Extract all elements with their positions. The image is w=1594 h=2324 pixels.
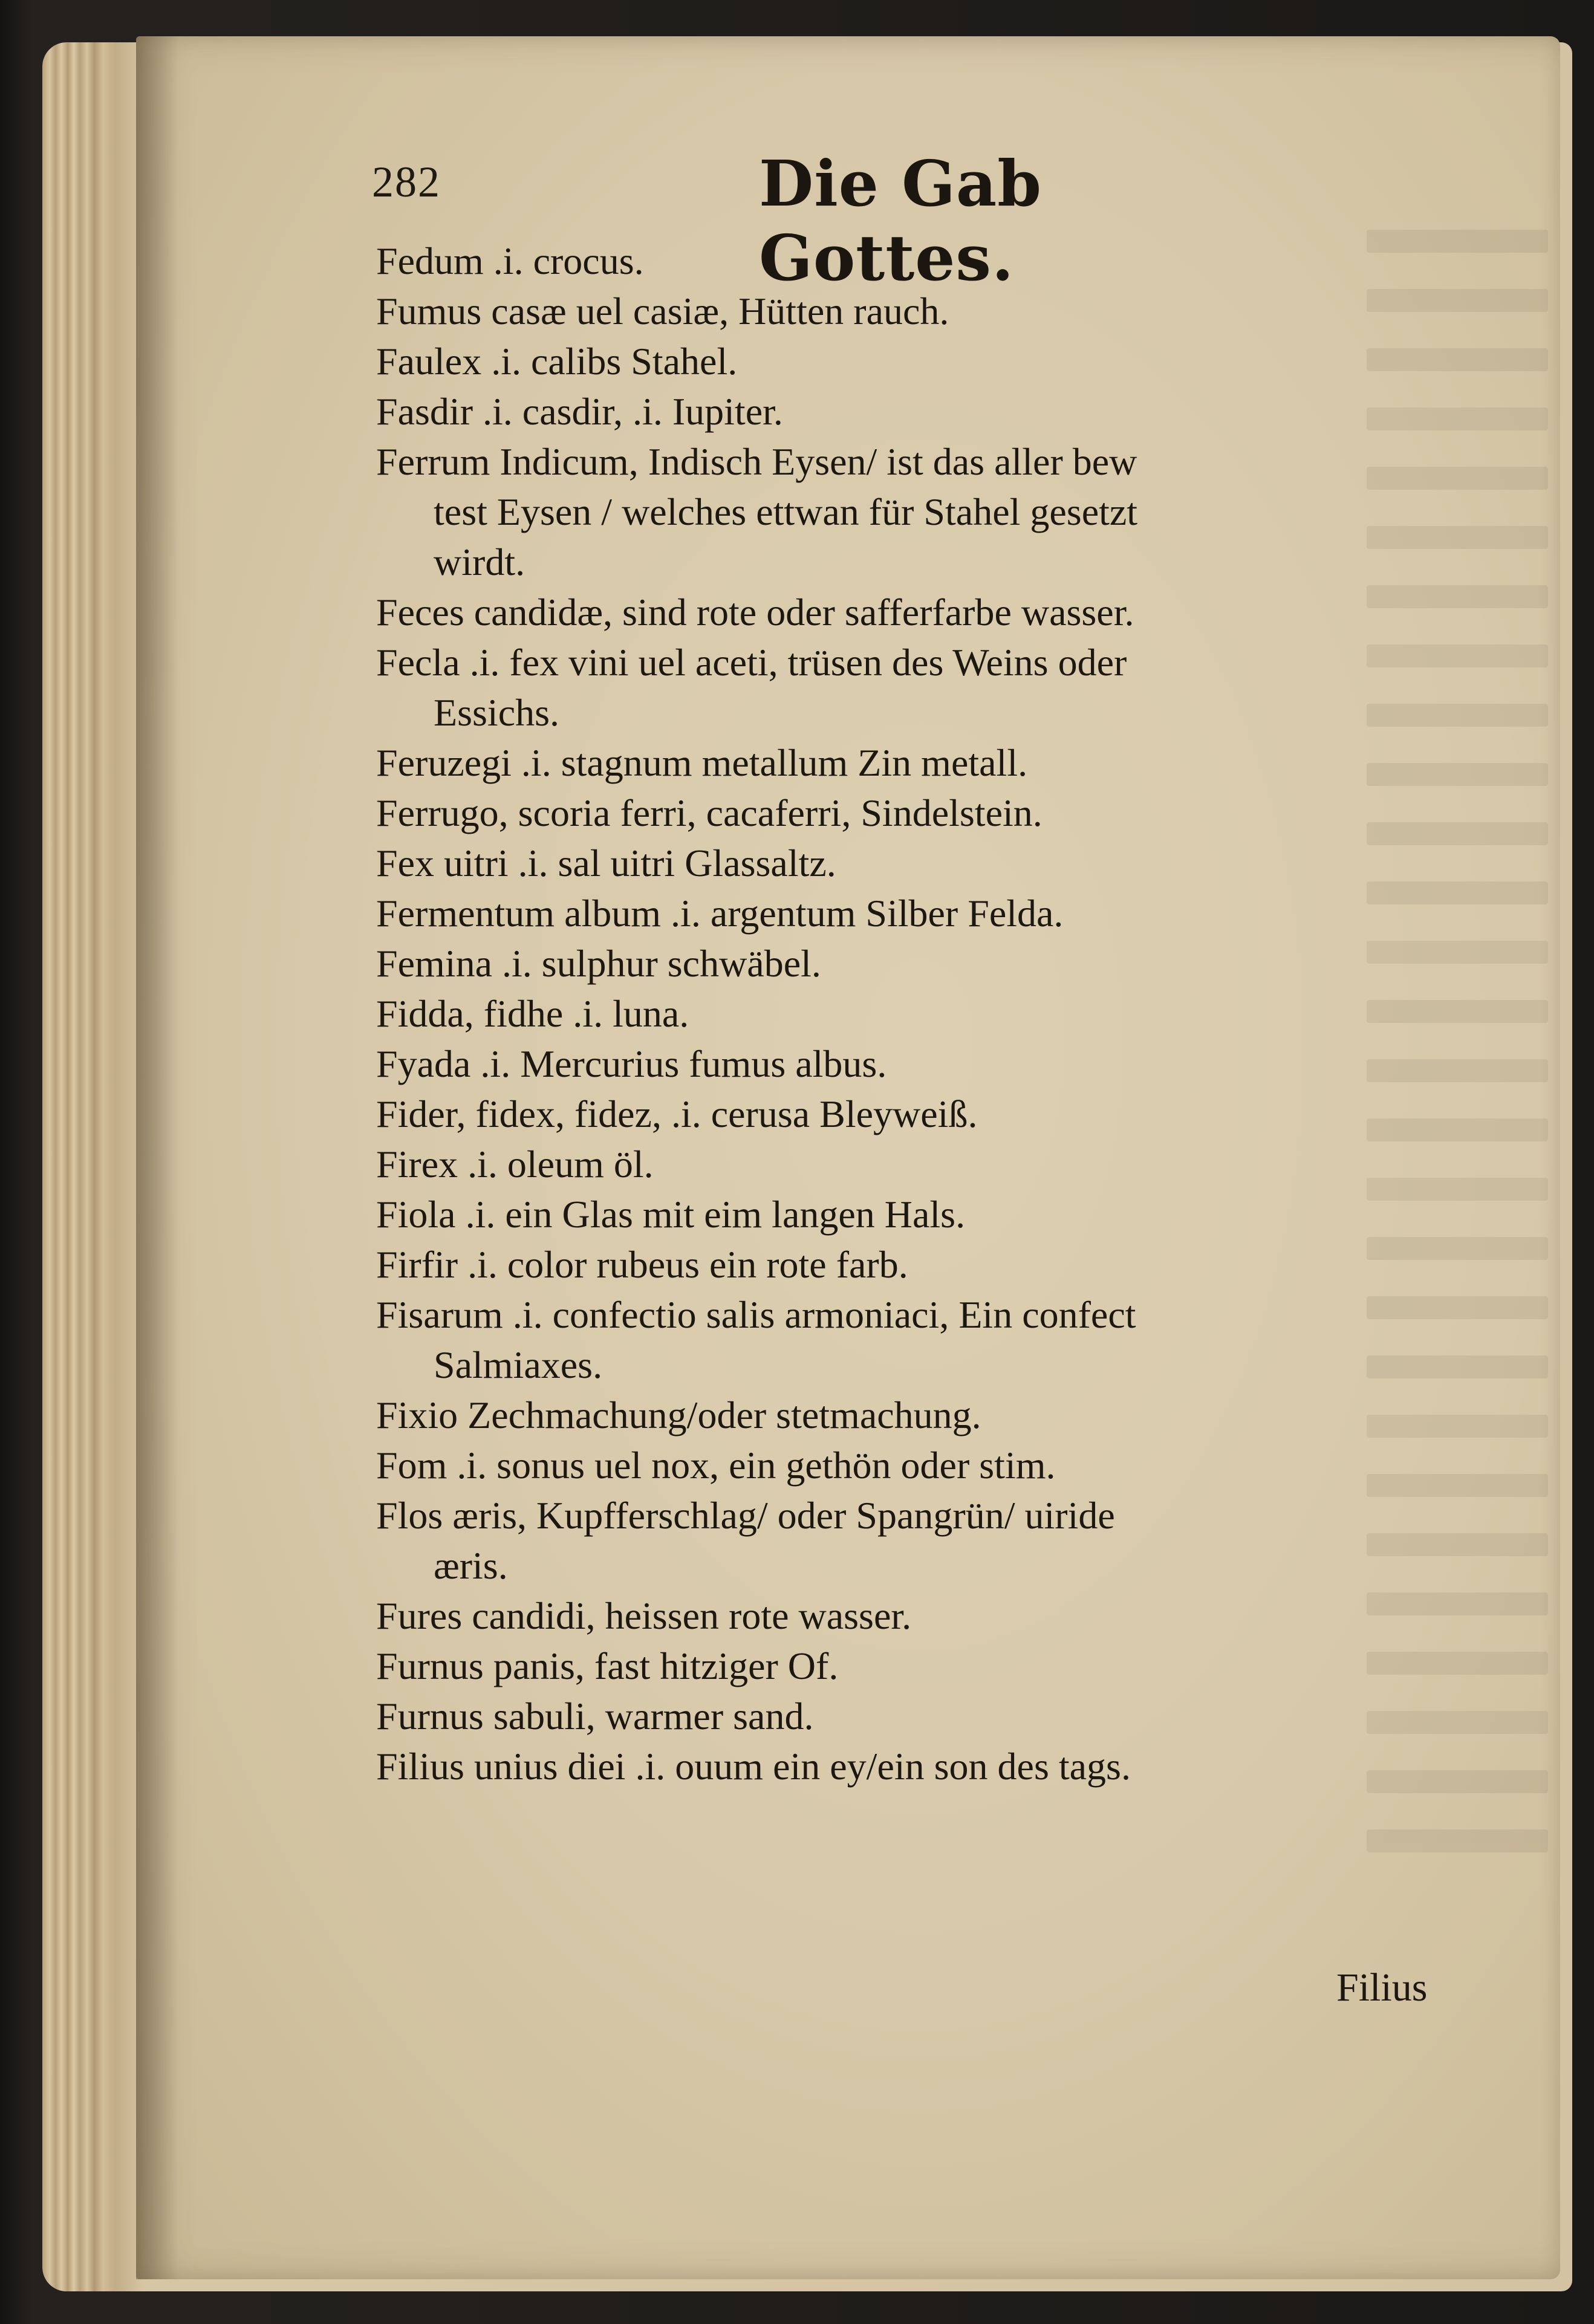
glossary-entry [376, 1239, 1477, 1290]
glossary-entry [376, 1039, 1477, 1089]
glossary-entry [376, 738, 1477, 788]
glossary-entry [376, 888, 1477, 938]
glossary-entry [376, 437, 1477, 587]
entry-line: Fixio Zechmachung/oder stetmachung. [376, 1394, 981, 1436]
entry-line: Fisarum .i. confectio salis armoniaci, Ein confect [376, 1293, 1136, 1336]
glossary-entry [376, 838, 1477, 888]
entry-line: Faulex .i. calibs Stahel. [376, 340, 738, 383]
glossary-entry [376, 336, 1477, 386]
entry-continuation-line: Salmiaxes. [434, 1343, 603, 1386]
catchword: Filius [1336, 1965, 1428, 2010]
entry-line: Fidda, fidhe .i. luna. [376, 992, 689, 1035]
entry-line: Ferrum Indicum, Indisch Eysen/ ist das aller bew [376, 440, 1137, 483]
entry-continuation-line: Essichs. [434, 691, 559, 734]
glossary-entry [376, 637, 1477, 738]
glossary-entry [376, 1490, 1477, 1591]
entry-line: Fex uitri .i. sal uitri Glassaltz. [376, 842, 836, 884]
entry-line: Feces candidæ, sind rote oder safferfarbe wasser. [376, 591, 1134, 634]
entry-line: Fider, fidex, fidez, .i. cerusa Bleyweiß. [376, 1092, 978, 1135]
entry-line: Fom .i. sonus uel nox, ein gethön oder stim. [376, 1444, 1056, 1487]
entry-line: Fiola .i. ein Glas mit eim langen Hals. [376, 1193, 966, 1236]
entry-line: Firex .i. oleum öl. [376, 1143, 654, 1186]
entry-continuation-line: æris. [434, 1544, 508, 1587]
page-gutter-shadow [136, 36, 178, 2279]
entry-line: Femina .i. sulphur schwäbel. [376, 942, 821, 985]
entry-line: Ferrugo, scoria ferri, cacaferri, Sindelstein. [376, 791, 1043, 834]
glossary-entry [376, 1390, 1477, 1440]
glossary-entry [376, 788, 1477, 838]
entry-line: Fasdir .i. casdir, .i. Iupiter. [376, 390, 783, 433]
glossary-entry [376, 1691, 1477, 1741]
entry-line: Furnus sabuli, warmer sand. [376, 1695, 814, 1738]
entry-line: Furnus panis, fast hitziger Of. [376, 1644, 839, 1687]
entry-line: Fumus casæ uel casiæ, Hütten rauch. [376, 290, 949, 333]
entry-line: Fyada .i. Mercurius fumus albus. [376, 1042, 887, 1085]
entry-line: Filius unius diei .i. ouum ein ey/ein son des tags. [376, 1745, 1131, 1788]
glossary-entries [376, 236, 1477, 1791]
entry-line: Firfir .i. color rubeus ein rote farb. [376, 1243, 908, 1286]
glossary-entry [376, 1089, 1477, 1139]
entry-line: Fedum .i. crocus. [376, 239, 644, 282]
glossary-entry [376, 988, 1477, 1039]
glossary-entry [376, 1741, 1477, 1791]
entry-line: Flos æris, Kupfferschlag/ oder Spangrün/ uiride [376, 1494, 1115, 1537]
glossary-entry [376, 386, 1477, 437]
glossary-entry [376, 1139, 1477, 1189]
glossary-entry [376, 236, 1477, 286]
glossary-entry [376, 1290, 1477, 1390]
glossary-entry [376, 1189, 1477, 1239]
glossary-entry [376, 1440, 1477, 1490]
entry-line: Fermentum album .i. argentum Silber Felda. [376, 892, 1064, 935]
entry-line: Feruzegi .i. stagnum metallum Zin metall. [376, 741, 1028, 784]
glossary-entry [376, 938, 1477, 988]
entry-line: Fures candidi, heissen rote wasser. [376, 1594, 912, 1637]
page-title: Die Gab Gottes. [759, 146, 1042, 295]
entry-line: Fecla .i. fex vini uel aceti, trüsen des Weins oder [376, 641, 1127, 684]
glossary-entry [376, 1591, 1477, 1641]
glossary-entry [376, 1641, 1477, 1691]
entry-continuation-line: wirdt. [434, 540, 525, 583]
glossary-entry [376, 587, 1477, 637]
entry-continuation-line: test Eysen / welches ettwan für Stahel gesetzt [434, 490, 1138, 533]
page-number: 282 [372, 158, 441, 206]
glossary-entry [376, 286, 1477, 336]
